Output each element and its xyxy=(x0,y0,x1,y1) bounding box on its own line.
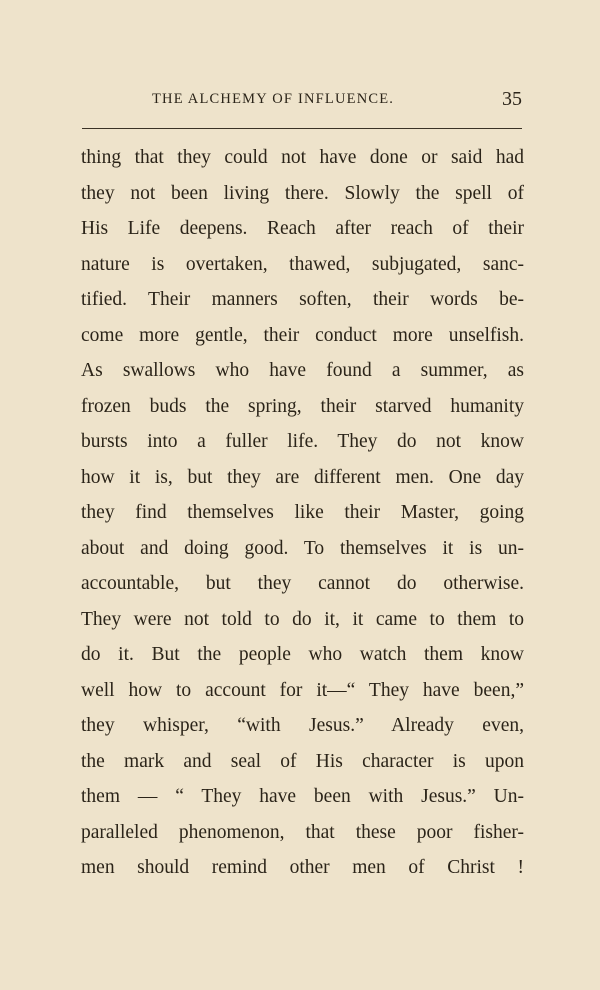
running-title: THE ALCHEMY OF INFLUENCE. xyxy=(152,91,395,107)
page-header xyxy=(80,88,524,114)
text-line: As swallows who have found a summer, as xyxy=(81,360,524,381)
text-line: come more gentle, their conduct more unselfish. xyxy=(81,324,524,346)
text-line: about and doing good. To themselves it is un- xyxy=(81,537,524,559)
text-line: His Life deepens. Reach after reach of their xyxy=(81,218,524,239)
page-number: 35 xyxy=(502,88,522,110)
text-line: thing that they could not have done or said had xyxy=(81,147,524,168)
text-line: well how to account for it—“ They have been,” xyxy=(81,679,524,701)
text-line: nature is overtaken, thawed, subjugated, sanc- xyxy=(81,253,524,275)
body-text xyxy=(81,142,524,888)
text-line: they not been living there. Slowly the spell of xyxy=(81,182,524,204)
text-line: tified. Their manners soften, their words be- xyxy=(81,289,524,310)
text-line: they whisper, “with Jesus.” Already even, xyxy=(81,715,524,736)
text-line: accountable, but they cannot do otherwise. xyxy=(81,573,524,594)
text-line: the mark and seal of His character is upon xyxy=(81,750,524,772)
text-line: they find themselves like their Master, going xyxy=(81,502,524,523)
text-line: do it. But the people who watch them know xyxy=(81,644,524,665)
text-line: They were not told to do it, it came to them to xyxy=(81,608,524,630)
text-line: frozen buds the spring, their starved humanity xyxy=(81,395,524,417)
text-line: them — “ They have been with Jesus.” Un- xyxy=(81,786,524,807)
text-line: how it is, but they are different men. One day xyxy=(81,466,524,488)
text-line: men should remind other men of Christ ! xyxy=(81,857,524,878)
header-rule xyxy=(82,128,522,129)
text-line: paralleled phenomenon, that these poor fisher- xyxy=(81,821,524,843)
text-line: bursts into a fuller life. They do not know xyxy=(81,431,524,452)
